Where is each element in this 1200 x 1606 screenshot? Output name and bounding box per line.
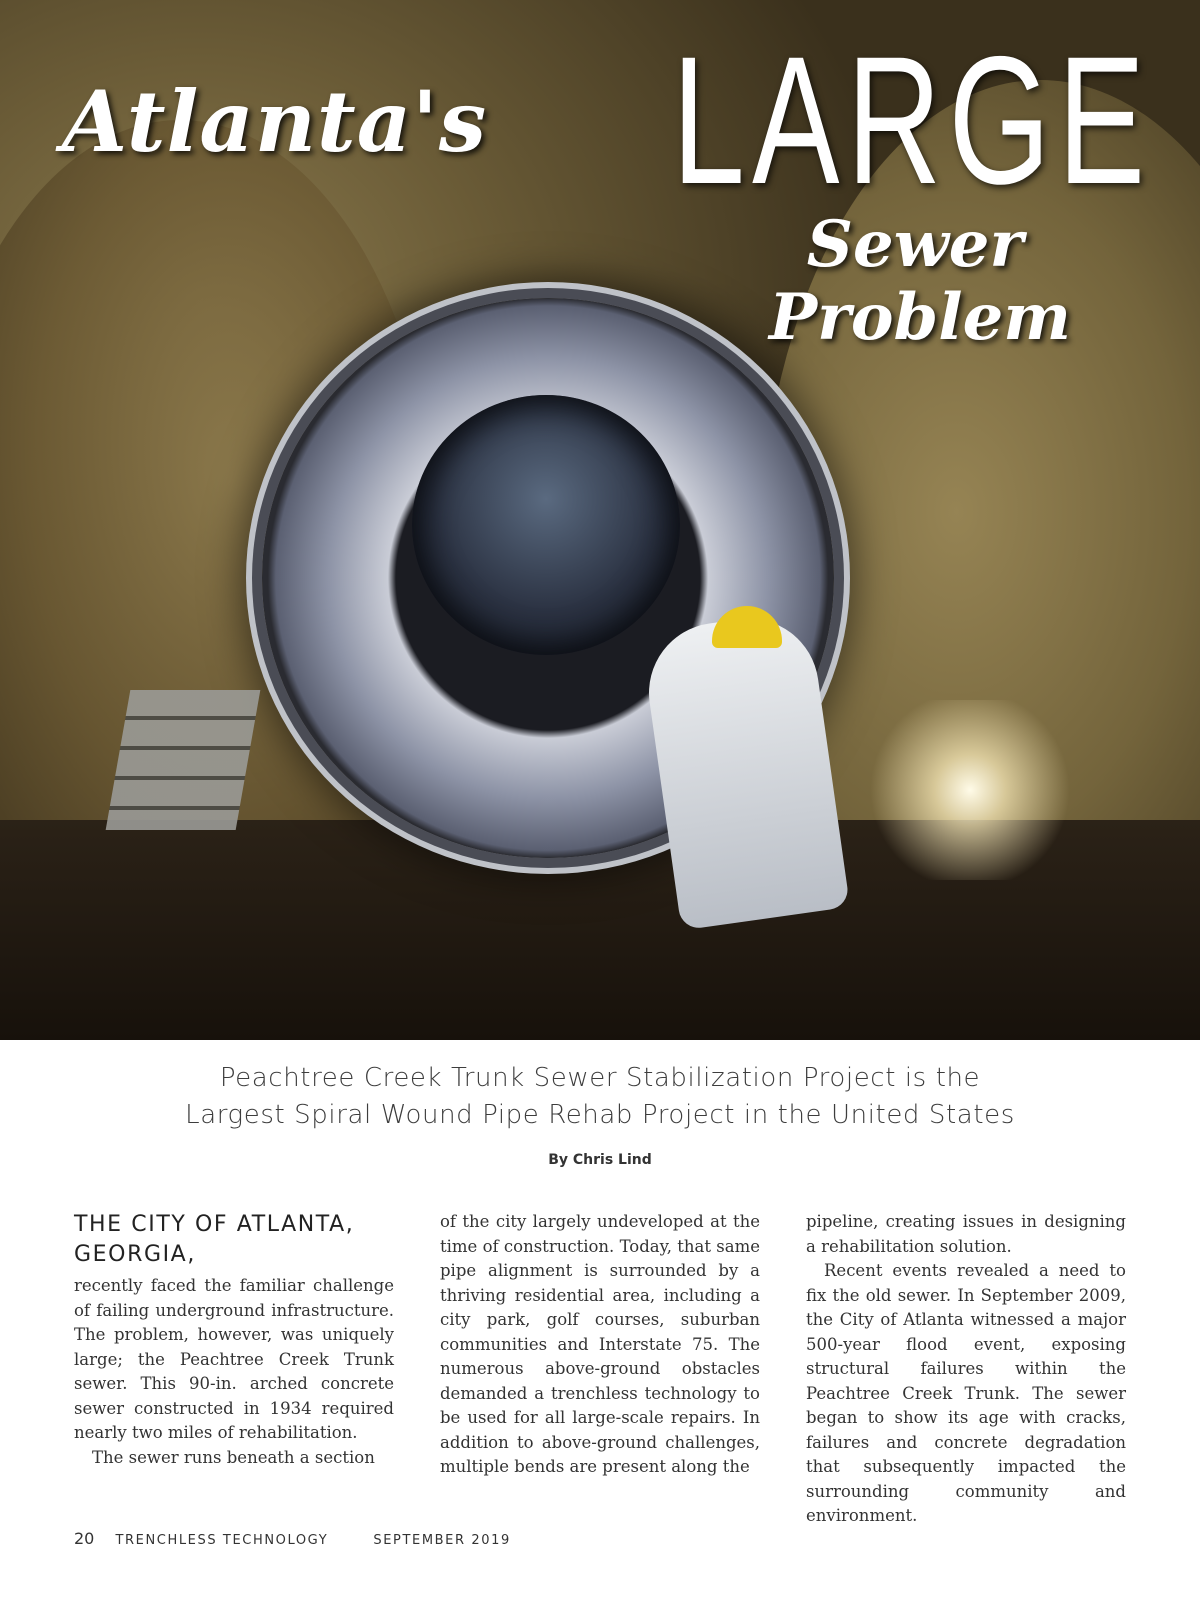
title-problem: Problem bbox=[768, 280, 1072, 355]
article-deck bbox=[100, 1060, 1100, 1134]
paragraph: recently faced the familiar challenge of failing underground infrastructure. The problem, however, was uniquely large; the Peachtree Creek Trunk sewer. This 90-in. arched concrete sewer constructed in 1934 required nearly two miles of rehabilitation. bbox=[74, 1276, 394, 1442]
article-column-3 bbox=[806, 1210, 1126, 1529]
issue-date: SEPTEMBER 2019 bbox=[373, 1533, 511, 1548]
paragraph: pipeline, creating issues in designing a rehabilitation solution. bbox=[806, 1212, 1126, 1256]
deck-line-1: Peachtree Creek Trunk Sewer Stabilization Project is the bbox=[219, 1063, 981, 1093]
deck-line-2: Largest Spiral Wound Pipe Rehab Project in the United States bbox=[185, 1100, 1015, 1130]
magazine-name: TRENCHLESS TECHNOLOGY bbox=[115, 1533, 329, 1548]
title-large: LARGE bbox=[672, 18, 1153, 222]
article-column-2 bbox=[440, 1210, 760, 1480]
stacked-bricks bbox=[106, 690, 261, 830]
work-light-glow bbox=[860, 700, 1080, 880]
title-sewer: Sewer bbox=[806, 207, 1024, 282]
paragraph: of the city largely undeveloped at the time of construction. Today, that same pipe alignment is surrounded by a thriving residential area, including a city park, golf courses, suburban communities and Interstate 75. The numerous above-ground obstacles demanded a trenchless technology to be used for all large-scale repairs. In addition to above-ground challenges, multiple bends are present along the bbox=[440, 1212, 760, 1476]
page-number: 20 bbox=[74, 1529, 95, 1548]
title-atlantas: Atlanta's bbox=[62, 72, 488, 171]
byline: By Chris Lind bbox=[548, 1152, 652, 1168]
article-column-1 bbox=[74, 1210, 394, 1470]
pipe-interior bbox=[412, 395, 680, 655]
page-footer bbox=[74, 1529, 511, 1549]
lead-heading: THE CITY OF ATLANTA, GEORGIA, bbox=[74, 1212, 355, 1267]
paragraph: Recent events revealed a need to fix the old sewer. In September 2009, the City of Atlanta witnessed a major 500-year flood event, exposing structural failures within the Peachtree Creek Trunk. The sewer began to show its age with cracks, failures and concrete degradation that subsequently impacted the surrounding community and environment. bbox=[806, 1261, 1126, 1525]
paragraph: The sewer runs beneath a section bbox=[92, 1447, 375, 1467]
